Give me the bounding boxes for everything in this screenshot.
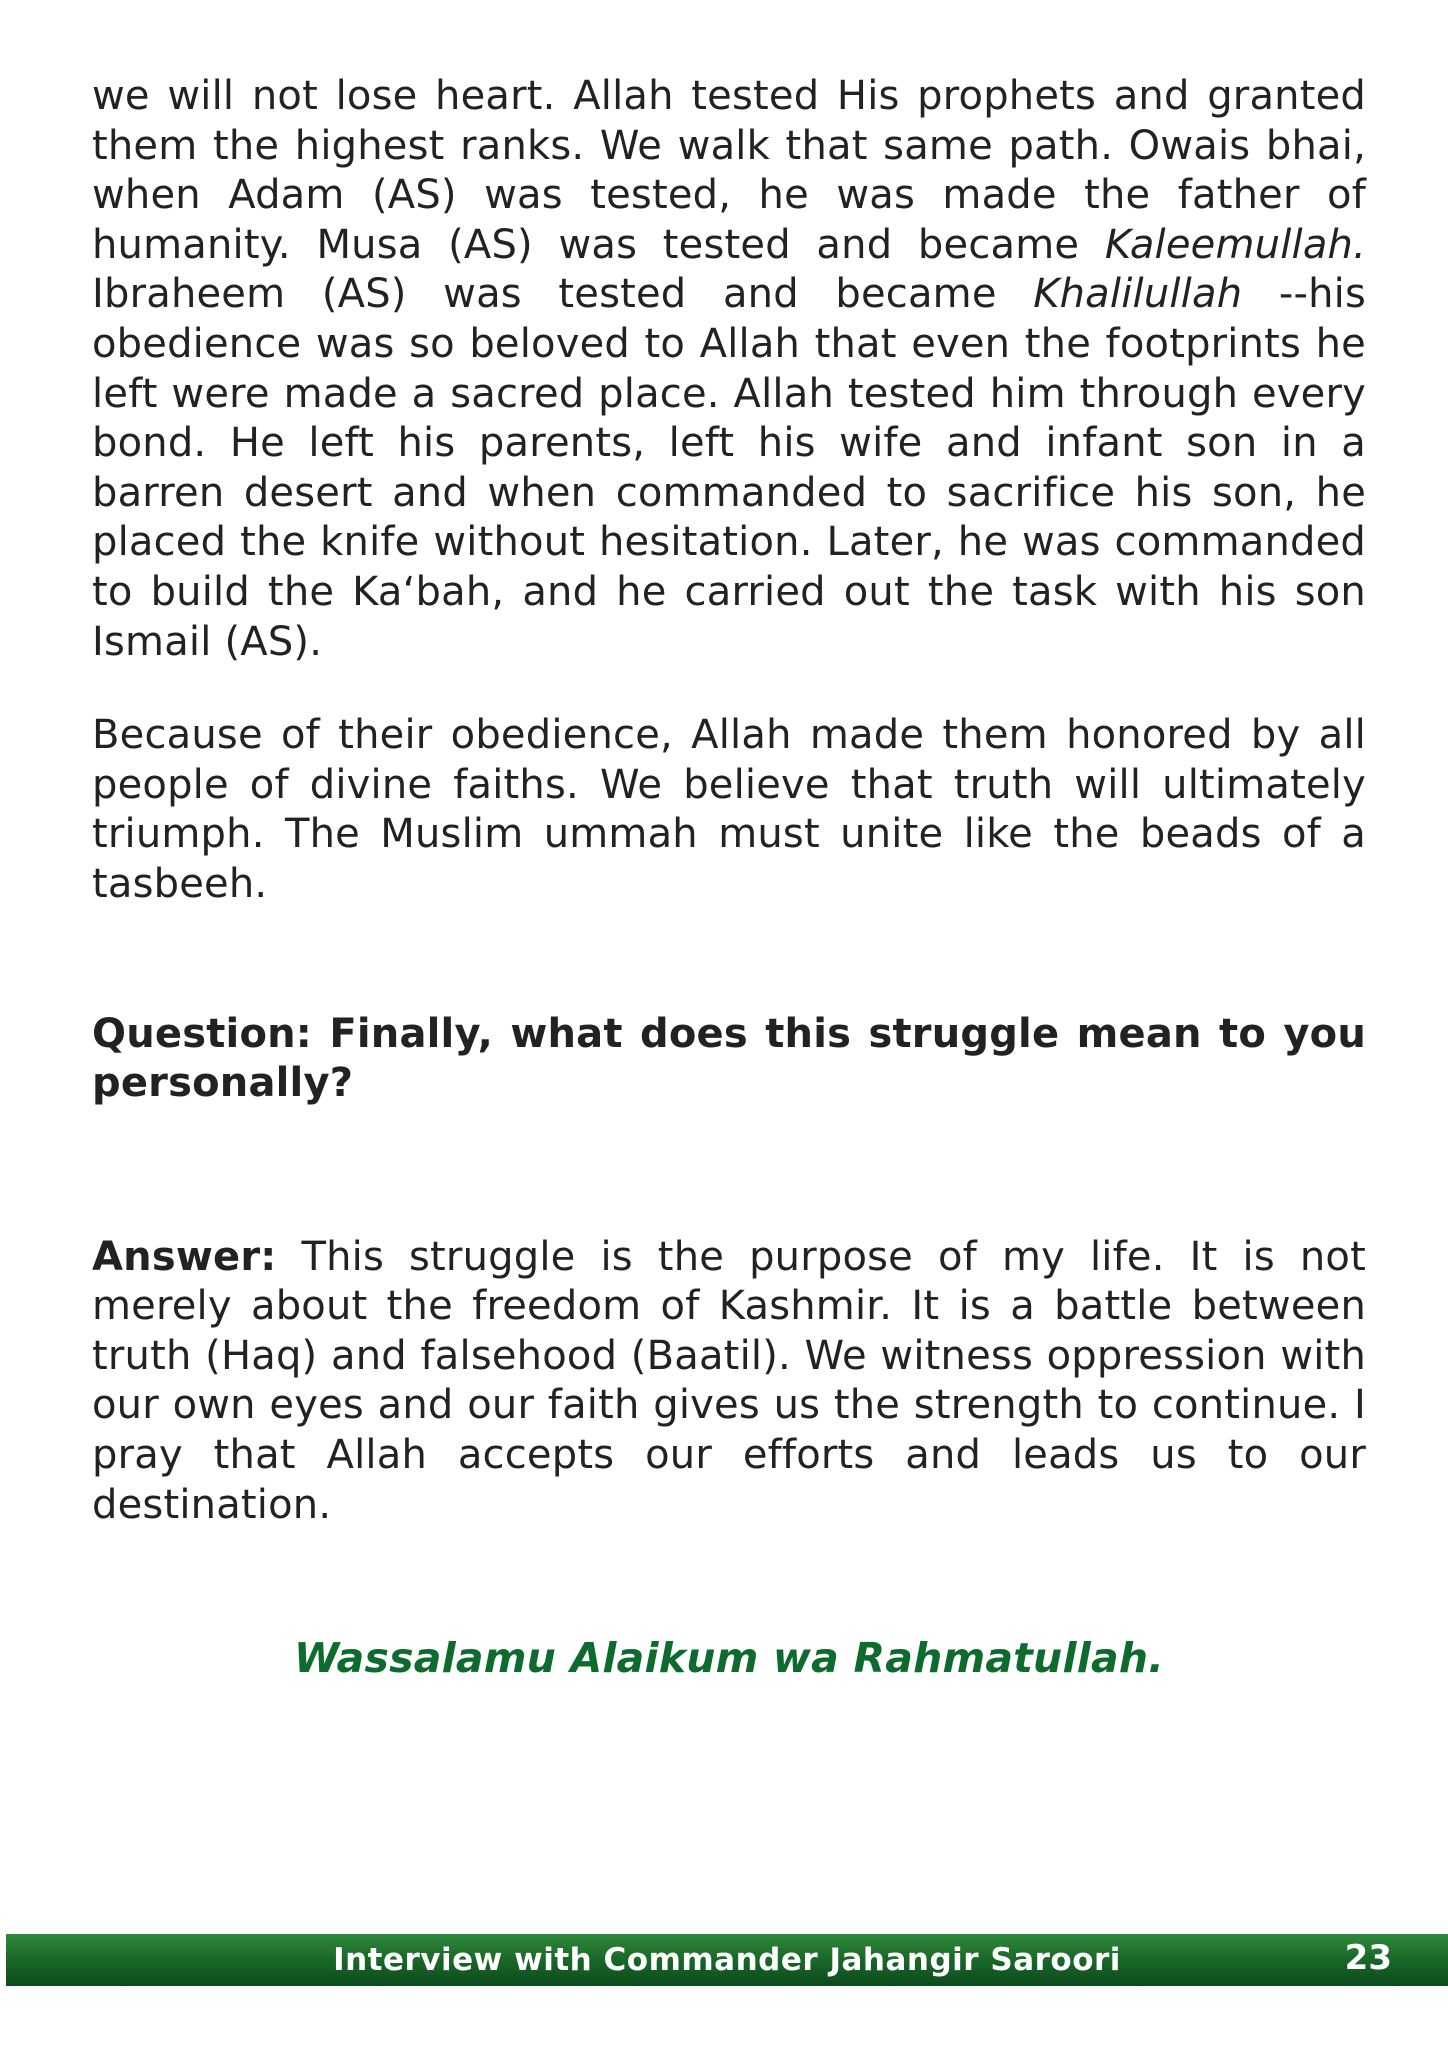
page-number: 23	[1344, 1938, 1392, 1978]
body-paragraph-obedience: Because of their obedience, Allah made them honored by all people of divine faiths. We believe that truth will ultimately triumph. The Muslim ummah must unite like the beads of a tasbeeh.	[92, 712, 1366, 907]
italic-term-khalilullah: Khalilullah	[1033, 271, 1243, 318]
closing-salutation: Wassalamu Alaikum wa Rahmatullah.	[293, 1634, 1164, 1683]
page-body	[92, 72, 1366, 1684]
body-paragraph-prophets	[92, 72, 1366, 667]
answer-label: Answer:	[92, 1233, 277, 1280]
answer-text: This struggle is the purpose of my life. It is not merely about the freedom of Kashmir. It is a battle between truth (Haq) and falsehood (Baatil). We witness oppression with our own eyes and our faith gives us the strength to continue. I pray that Allah accepts our efforts and leads us to our destination.	[92, 1233, 1366, 1528]
footer-title: Interview with Commander Jahangir Saroori	[333, 1942, 1121, 1978]
interview-question: Question: Finally, what does this struggle mean to you personally?	[92, 1010, 1366, 1107]
italic-term-kaleemullah: Kaleemullah.	[1104, 221, 1366, 268]
paragraph-text: we will not lose heart. Allah tested His prophets and granted them the highest ranks. We walk that same path. Owais bhai, when Adam (AS) was tested, he was made the father of humanity. Musa (AS) was tested and became	[92, 73, 1366, 268]
footer-band	[6, 1934, 1448, 1986]
paragraph-text: --his obedience was so beloved to Allah that even the footprints he left were made a sacred place. Allah tested him through every bond. He left his parents, left his wife and infant son in a barren desert and when commanded to sacrifice his son, he placed the knife without hesitation. Later, he was commanded to build the Ka‘bah, and he carried out the task with his son Ismail (AS).	[92, 271, 1366, 665]
interview-answer	[92, 1233, 1366, 1531]
paragraph-text: Ibraheem (AS) was tested and became	[92, 271, 1034, 318]
